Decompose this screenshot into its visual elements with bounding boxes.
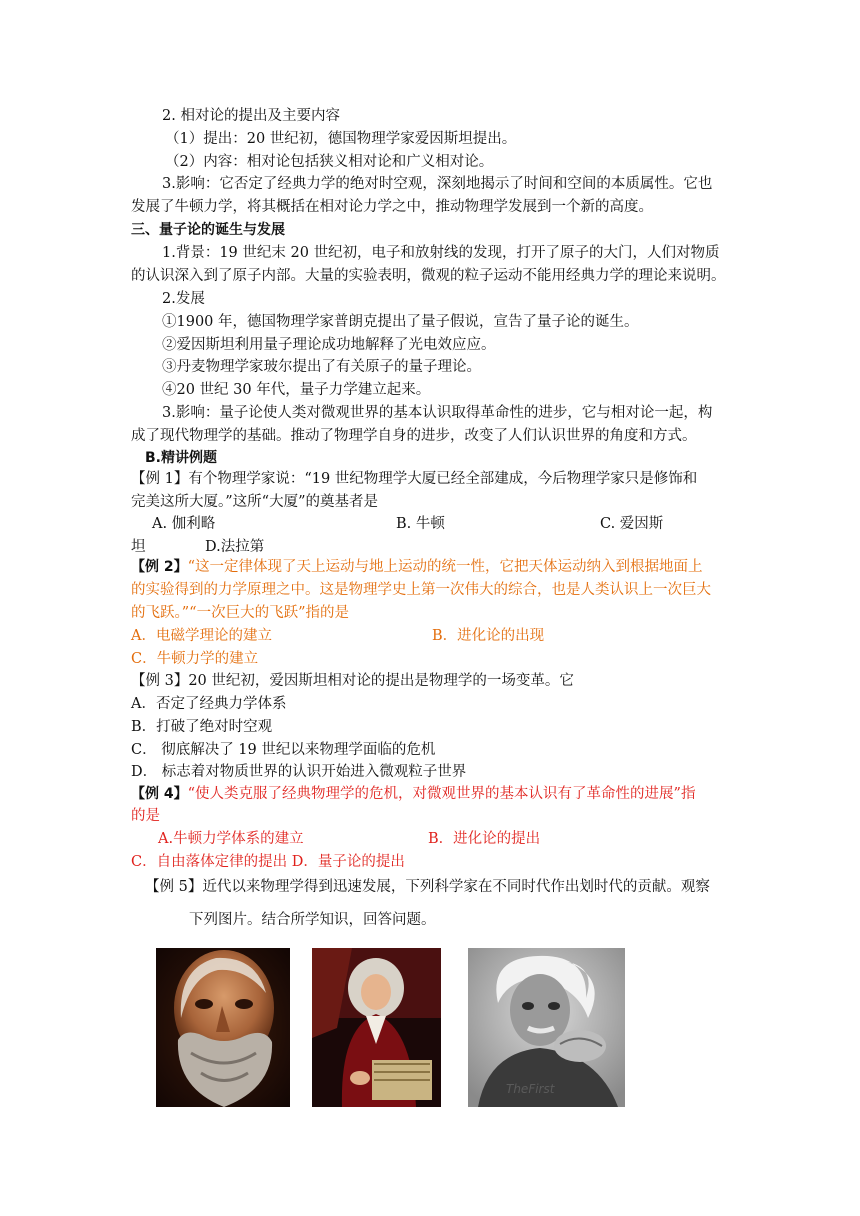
ex2-stem-1 — [131, 557, 703, 577]
ex1-option-b: B. 牛顿 — [396, 516, 445, 532]
watermark-text: TheFirst — [506, 1082, 555, 1096]
ex4-option-b: B．进化论的提出 — [428, 831, 541, 847]
ex1-option-c-cont: 坦 — [131, 539, 146, 555]
quantum-dev-1: ①1900 年，德国物理学家普朗克提出了量子假说，宣告了量子论的诞生。 — [162, 314, 639, 330]
rel-proposal: （1）提出：20 世纪初，德国物理学家爱因斯坦提出。 — [165, 131, 517, 147]
ex3-option-b: B．打破了绝对时空观 — [131, 719, 273, 735]
ex2-stem-3: 的飞跃。”“一次巨大的飞跃”指的是 — [131, 605, 349, 621]
ex4-stem-1 — [131, 784, 695, 804]
quantum-dev-4: ④20 世纪 30 年代，量子力学建立起来。 — [162, 382, 431, 398]
quantum-title: 三、量子论的诞生与发展 — [131, 222, 285, 238]
quantum-impact-1: 3.影响：量子论使人类对微观世界的基本认识取得革命性的进步，它与相对论一起，构 — [162, 405, 713, 421]
ex5-stem-1: 【例 5】近代以来物理学得到迅速发展，下列科学家在不同时代作出划时代的贡献。观察 — [145, 879, 710, 895]
ex3-option-c: C． 彻底解决了 19 世纪以来物理学面临的危机 — [131, 742, 436, 758]
quantum-dev: 2.发展 — [162, 291, 205, 307]
ex1-option-d: D.法拉第 — [205, 539, 265, 555]
ex1-option-c: C. 爱因斯 — [600, 516, 664, 532]
ex4-label: 【例 4】 — [131, 786, 188, 802]
einstein-portrait-image — [468, 948, 625, 1107]
ex2-stem-2: 的实验得到的力学原理之中。这是物理学史上第一次伟大的综合，也是人类认识上一次巨大 — [131, 582, 711, 598]
ex4-option-a: A.牛顿力学体系的建立 — [158, 831, 304, 847]
ex4-option-cd: C．自由落体定律的提出 D．量子论的提出 — [131, 854, 405, 870]
quantum-bg-2: 的认识深入到了原子内部。大量的实验表明，微观的粒子运动不能用经典力学的理论来说明。 — [131, 268, 726, 284]
ex4-stem-text: “使人类克服了经典物理学的危机，对微观世界的基本认识有了革命性的进展”指 — [187, 786, 696, 802]
ex3-stem: 【例 3】20 世纪初，爱因斯坦相对论的提出是物理学的一场变革。它 — [131, 673, 574, 689]
ex3-option-a: A．否定了经典力学体系 — [131, 696, 287, 712]
ex1-option-a: A. 伽利略 — [152, 516, 216, 532]
section-b-title: B.精讲例题 — [145, 450, 217, 466]
ex1-stem-1: 【例 1】有个物理学家说：“19 世纪物理学大厦已经全部建成，今后物理学家只是修饰和 — [131, 471, 698, 487]
quantum-impact-2: 成了现代物理学的基础。推动了物理学自身的进步，改变了人们认识世界的角度和方式。 — [131, 428, 697, 444]
ex3-option-d: D． 标志着对物质世界的认识开始进入微观粒子世界 — [131, 764, 467, 780]
quantum-bg-1: 1.背景：19 世纪末 20 世纪初，电子和放射线的发现，打开了原子的大门，人们对物质 — [162, 245, 720, 261]
ex2-option-c: C．牛顿力学的建立 — [131, 651, 259, 667]
ex2-stem-text: “这一定律体现了天上运动与地上运动的统一性，它把天体运动纳入到根据地面上 — [187, 559, 703, 575]
ex5-stem-2: 下列图片。结合所学知识，回答问题。 — [189, 912, 436, 928]
quantum-dev-2: ②爱因斯坦利用量子理论成功地解释了光电效应应。 — [162, 337, 496, 353]
quantum-dev-3: ③丹麦物理学家玻尔提出了有关原子的量子理论。 — [162, 359, 481, 375]
ex1-stem-2: 完美这所大厦。”这所“大厦”的奠基者是 — [131, 494, 378, 510]
ex2-option-b: B．进化论的出现 — [432, 628, 545, 644]
galileo-portrait-image — [156, 948, 290, 1107]
ex2-option-a: A．电磁学理论的建立 — [131, 628, 272, 644]
newton-portrait-image — [312, 948, 441, 1107]
rel-content: （2）内容：相对论包括狭义相对论和广义相对论。 — [165, 154, 494, 170]
rel-impact-2: 发展了牛顿力学，将其概括在相对论力学之中，推动物理学发展到一个新的高度。 — [131, 199, 653, 215]
ex4-stem-2: 的是 — [131, 808, 160, 824]
rel-impact-1: 3.影响：它否定了经典力学的绝对时空观，深刻地揭示了时间和空间的本质属性。它也 — [162, 176, 713, 192]
ex2-label: 【例 2】 — [131, 559, 188, 575]
rel-heading: 2. 相对论的提出及主要内容 — [162, 108, 340, 124]
